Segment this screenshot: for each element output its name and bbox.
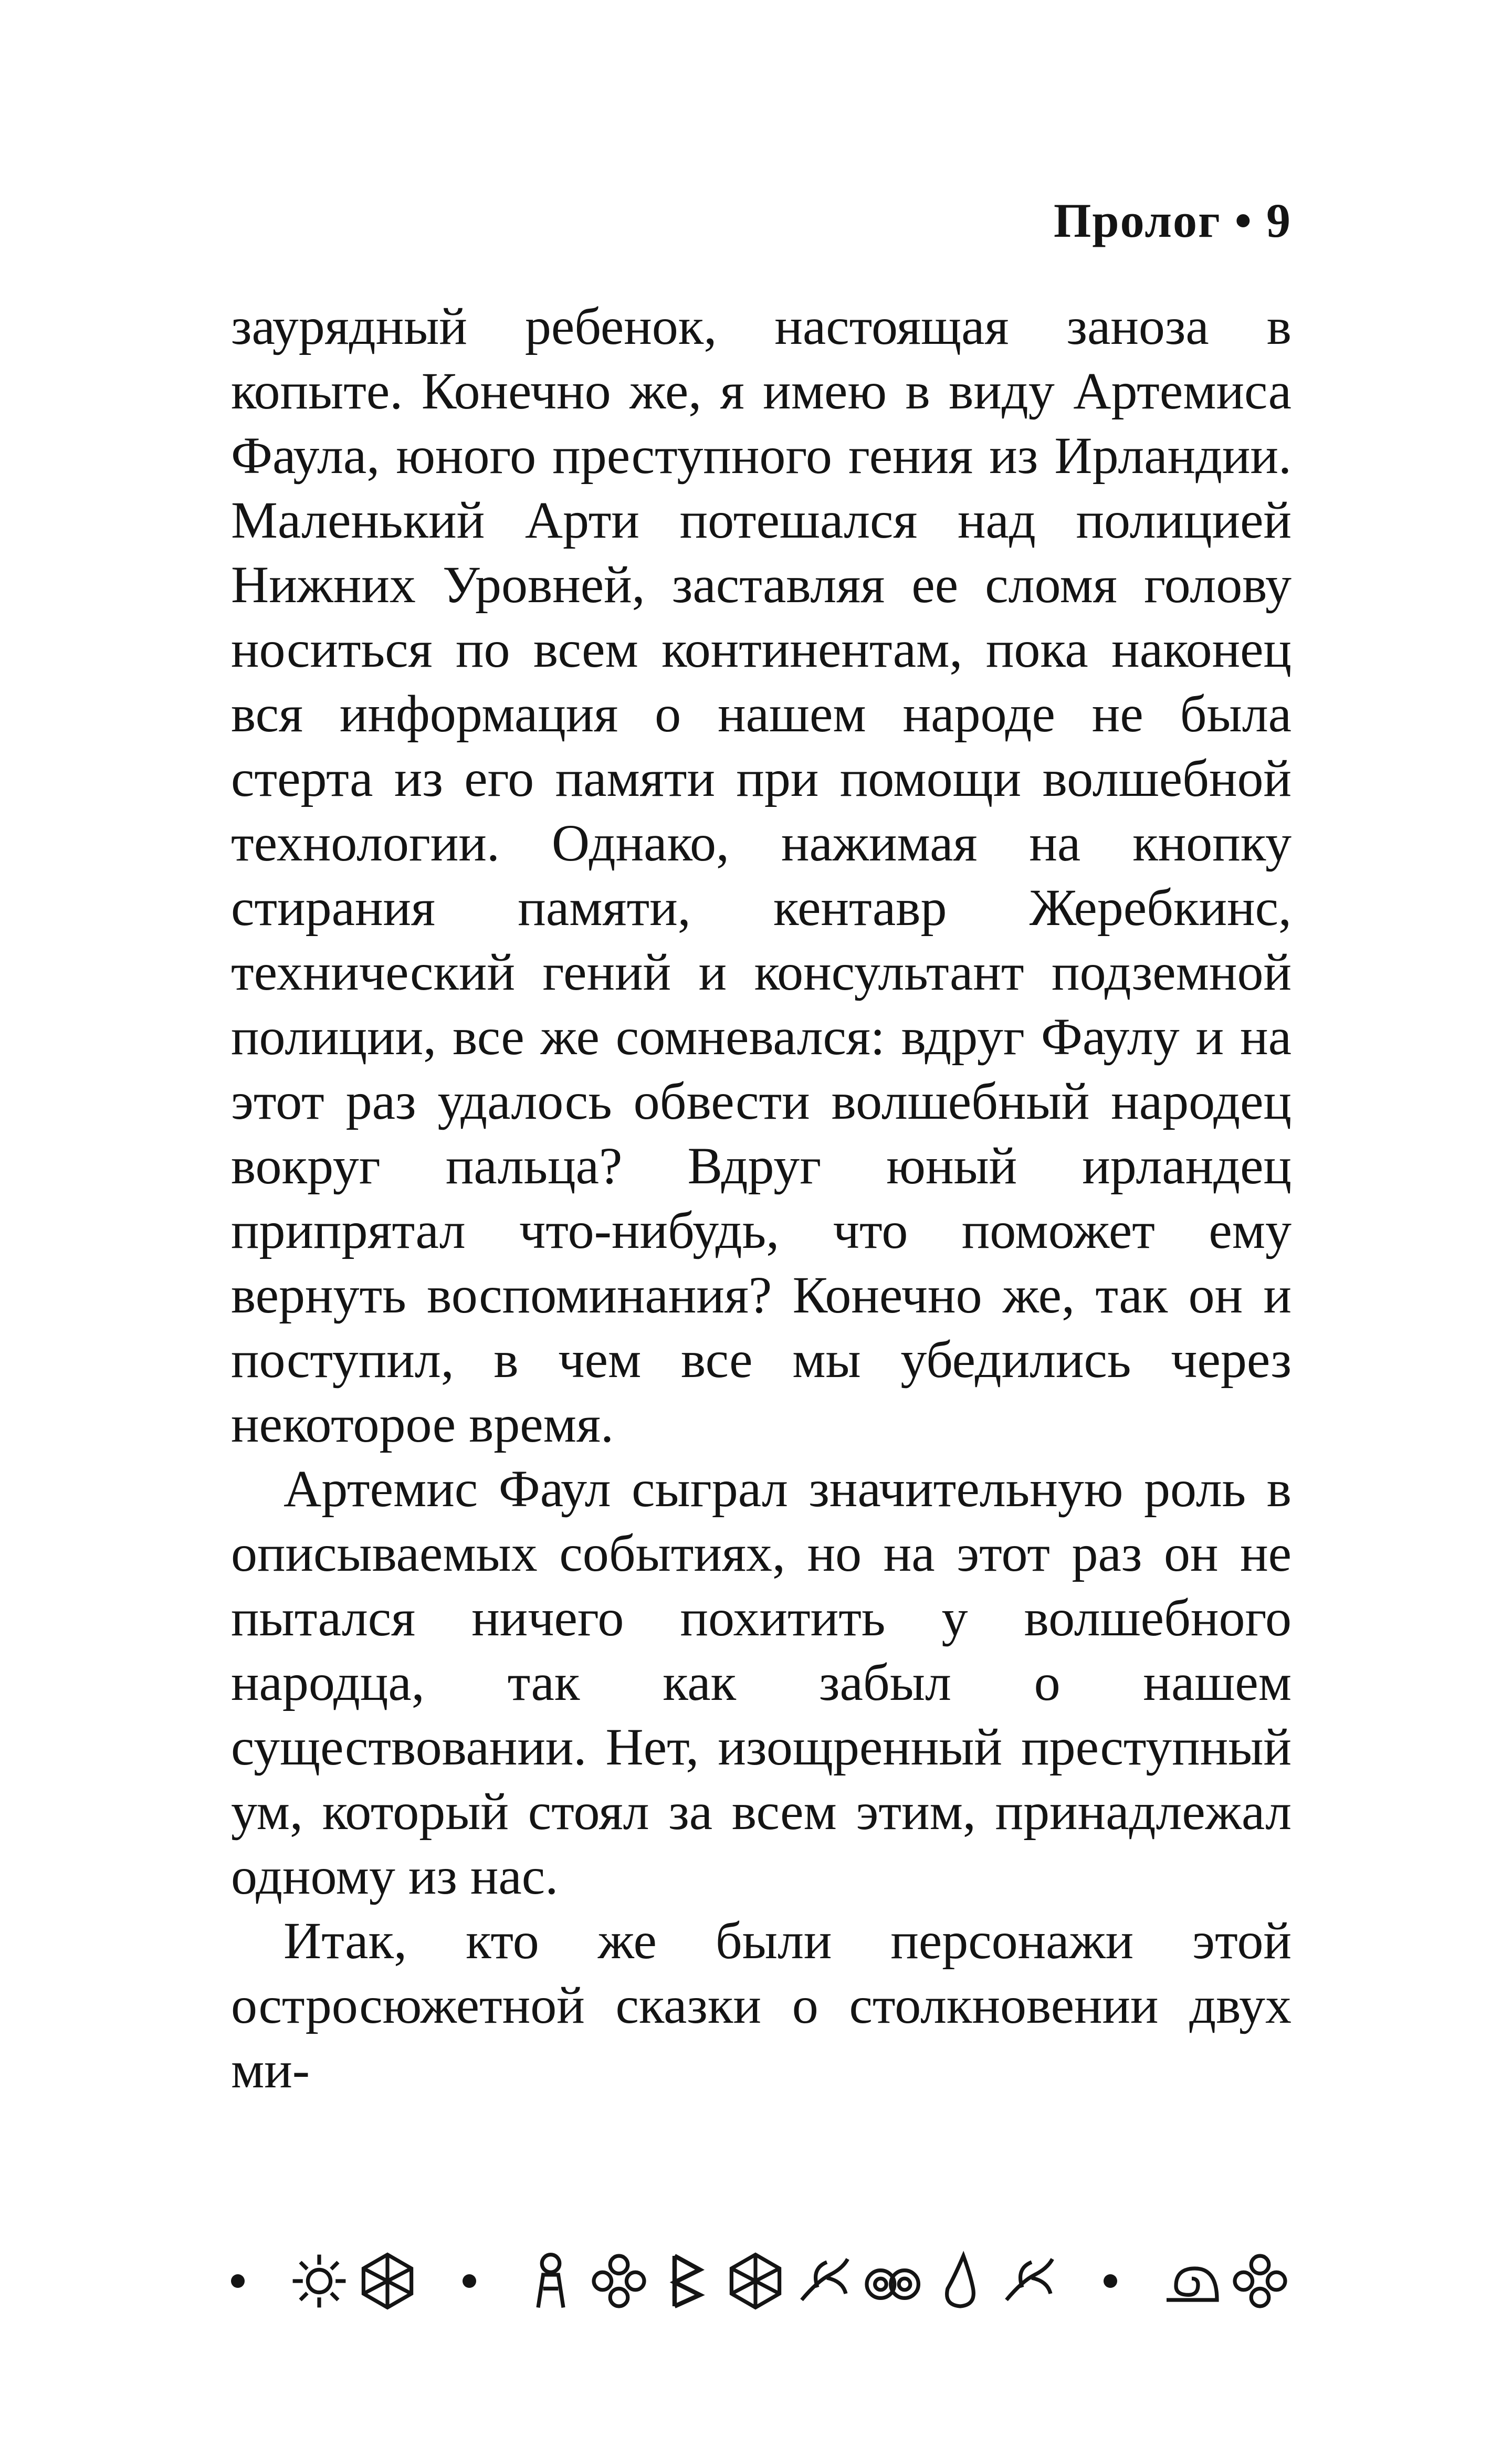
wheel-icon (724, 2250, 787, 2313)
section-title: Пролог (1053, 194, 1221, 247)
figure-icon (519, 2250, 582, 2313)
bug-icon (997, 2250, 1060, 2313)
bullet-dot-icon (463, 2274, 476, 2288)
sun-icon (288, 2250, 351, 2313)
paragraph-2: Артемис Фаул сыграл значительную роль в описываемых событиях, но на этот раз он не пытался ничего похитить у волшебного народца, так как забыл о нашем существовании. Нет, изощренный преступный ум, который стоял за всем этим, принадлежал одному из нас. (231, 1459, 1292, 1905)
running-header (231, 189, 1292, 252)
body-text (231, 294, 1292, 2102)
footer-ornament (231, 2242, 1292, 2320)
ornament-group-3 (1160, 2250, 1292, 2313)
bullet-dot-icon (1104, 2274, 1117, 2288)
bug-icon (792, 2250, 855, 2313)
clover-icon (587, 2250, 650, 2313)
ornament-group-2 (519, 2250, 1060, 2313)
paragraph-1: заурядный ребенок, настоящая заноза в копыте. Конечно же, я имею в виду Артемиса Фаула, юного преступного гения из Ирландии. Маленький Арти потешался над полицией Нижних Уровней, заставляя ее сломя голову носиться по всем континентам, пока наконец вся информация о нашем народе не была стерта из его памяти при помощи волшебной технологии. Однако, нажимая на кнопку стирания памяти, кентавр Жеребкинс, технический гений и консультант подземной полиции, все же сомневался: вдруг Фаулу и на этот раз удалось обвести волшебный народец вокруг пальца? Вдруг юный ирландец припрятал что-нибудь, что поможет ему вернуть воспоминания? Конечно же, так он и поступил, в чем все мы убедились через некоторое время. (231, 297, 1292, 1453)
ornament-group-1 (288, 2250, 419, 2313)
clover-icon (1228, 2250, 1292, 2313)
snail-icon (1160, 2250, 1223, 2313)
page-number: 9 (1266, 194, 1292, 247)
rune-b-icon (656, 2250, 719, 2313)
wheel-icon (356, 2250, 419, 2313)
header-separator: • (1234, 194, 1253, 247)
spiral-icon (860, 2250, 923, 2313)
bullet-dot-icon (231, 2274, 245, 2288)
paragraph-3: Итак, кто же были персонажи этой остросюжетной сказки о столкновении двух ми- (231, 1911, 1292, 2099)
drop-icon (929, 2250, 992, 2313)
